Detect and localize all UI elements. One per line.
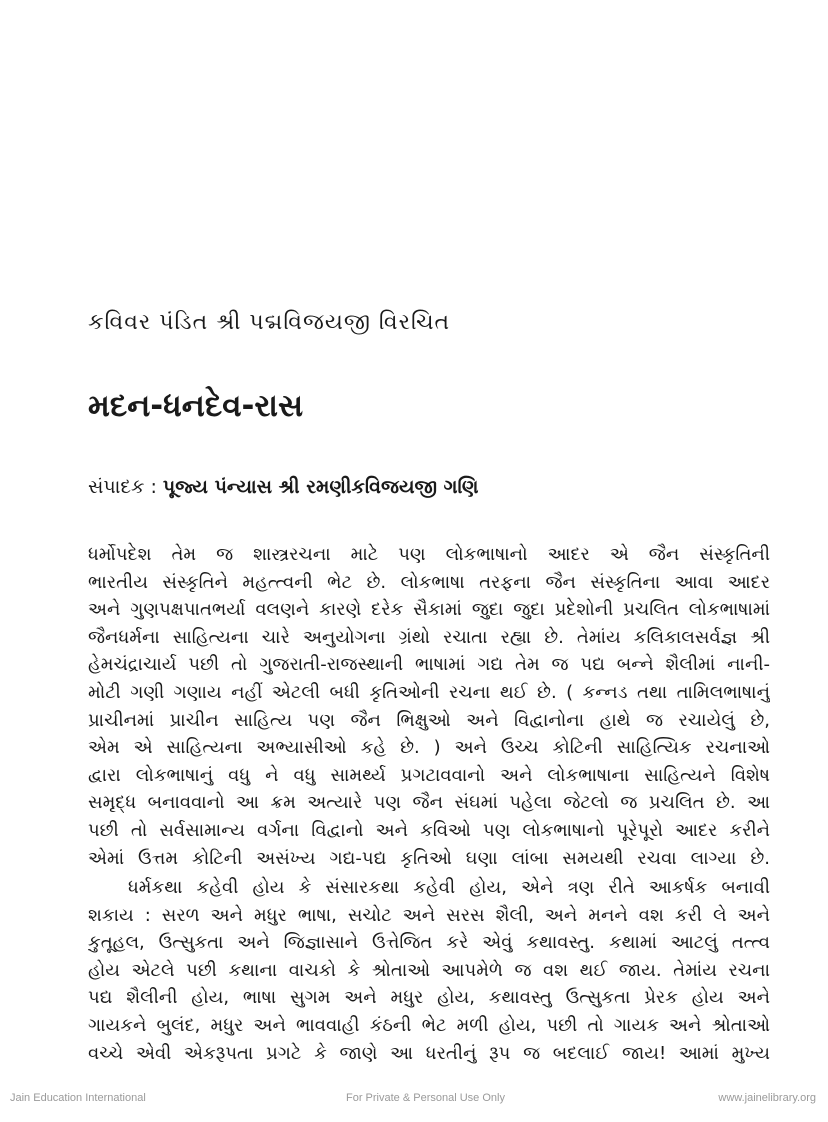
text-line: ગાયકને બુલંદ, મધુર અને ભાવવાહી કંઠની ભેટ મળી હોય, પછી તો ગાયક અને શ્રોતાઓ	[88, 1014, 770, 1036]
footer-website[interactable]: www.jainelibrary.org	[718, 1092, 816, 1104]
text-line: ધર્મોપદેશ તેમ જ શાસ્ત્રરચના માટે પણ લોકભાષાનો આદર એ જૈન સંસ્કૃતિની	[88, 544, 770, 565]
editor-name: પૂજ્ય પંન્યાસ શ્રી રમણીકવિજયજી ગણિ	[162, 476, 479, 498]
text-line: પ્રાચીનમાં પ્રાચીન સાહિત્ય પણ જૈન ભિક્ષુઓ અને વિદ્વાનોના હાથે જ રચાયેલું છે,	[88, 709, 770, 731]
text-line: અને ગુણપક્ષપાતભર્યા વલણને કારણે દરેક સૈકામાં જુદા જુદા પ્રદેશોની પ્રચલિત લોકભાષામાં	[88, 599, 770, 621]
text-line: એમ એ સાહિત્યના અભ્યાસીઓ કહે છે. ) અને ઉચ્ચ કોટિની સાહિત્યિક રચનાઓ	[88, 737, 770, 759]
paragraph-2	[88, 874, 770, 1067]
text-line: ભારતીય સંસ્કૃતિને મહત્ત્વની ભેટ છે. લોકભાષા તરફના જૈન સંસ્કૃતિના આવા આદર	[88, 571, 770, 593]
text-line: કુતૂહલ, ઉત્સુકતા અને જિજ્ઞાસાને ઉત્તેજિત કરે એવું કથાવસ્તુ. કથામાં આટલું તત્ત્વ	[88, 932, 770, 954]
paragraph-1	[88, 541, 770, 872]
text-line: દ્વારા લોકભાષાનું વધુ ને વધુ સામર્થ્ય પ્રગટાવવાનો અને લોકભાષાના સાહિત્યને વિશેષ	[88, 764, 770, 786]
text-line: હેમચંદ્રાચાર્ય પછી તો ગુજરાતી-રાજસ્થાની ભાષામાં ગદ્ય તેમ જ પદ્ય બન્ને શૈલીમાં નાની-	[88, 654, 770, 676]
text-line: સમૃદ્ધ બનાવવાનો આ ક્રમ અત્યારે પણ જૈન સંઘમાં પહેલા જેટલો જ પ્રચલિત છે. આ	[88, 792, 770, 814]
text-line: પદ્ય શૈલીની હોય, ભાષા સુગમ અને મધુર હોય, કથાવસ્તુ ઉત્સુકતા પ્રેરક હોય અને	[88, 987, 770, 1009]
text-line: પછી તો સર્વસામાન્ય વર્ગના વિદ્વાનો અને કવિઓ પણ લોકભાષાનો પૂરેપૂરો આદર કરીને	[88, 819, 770, 841]
footer-notice: For Private & Personal Use Only	[346, 1092, 505, 1104]
page-title: મદન-ધનદેવ-રાસ	[88, 388, 304, 424]
text-line: શકાય : સરળ અને મધુર ભાષા, સચોટ અને સરસ શૈલી, અને મનને વશ કરી લે અને	[88, 904, 770, 926]
text-line: એમાં ઉત્તમ કોટિની અસંખ્ય ગદ્ય-પદ્ય કૃતિઓ ઘણા લાંબા સમયથી રચવા લાગ્યા છે.	[88, 847, 770, 869]
text-line: વચ્ચે એવી એકરૂપતા પ્રગટે કે જાણે આ ધરતીનું રૂપ જ બદલાઈ જાય! આમાં મુખ્ય	[88, 1042, 770, 1064]
text-line: હોય એટલે પછી કથાના વાચકો કે શ્રોતાઓ આપમેળે જ વશ થઈ જાય. તેમાંય રચના	[88, 959, 770, 981]
footer-publisher: Jain Education International	[10, 1092, 146, 1104]
text-line: જૈનધર્મના સાહિત્યના ચારે અનુયોગના ગ્રંથો રચાતા રહ્યા છે. તેમાંય કલિકાલસર્વજ્ઞ શ્રી	[88, 626, 770, 648]
author-line: કવિવર પંડિત શ્રી પદ્મવિજયજી વિરચિત	[88, 310, 451, 335]
text-line: મોટી ગણી ગણાય નહીં એટલી બધી કૃતિઓની રચના થઈ છે. ( કન્નડ તથા તામિલભાષાનું	[88, 681, 770, 703]
text-line: ધર્મકથા કહેવી હોય કે સંસારકથા કહેવી હોય, એને ત્રણ રીતે આકર્ષક બનાવી	[128, 877, 770, 898]
editor-line	[88, 476, 478, 498]
editor-label: સંપાદક :	[88, 476, 157, 498]
